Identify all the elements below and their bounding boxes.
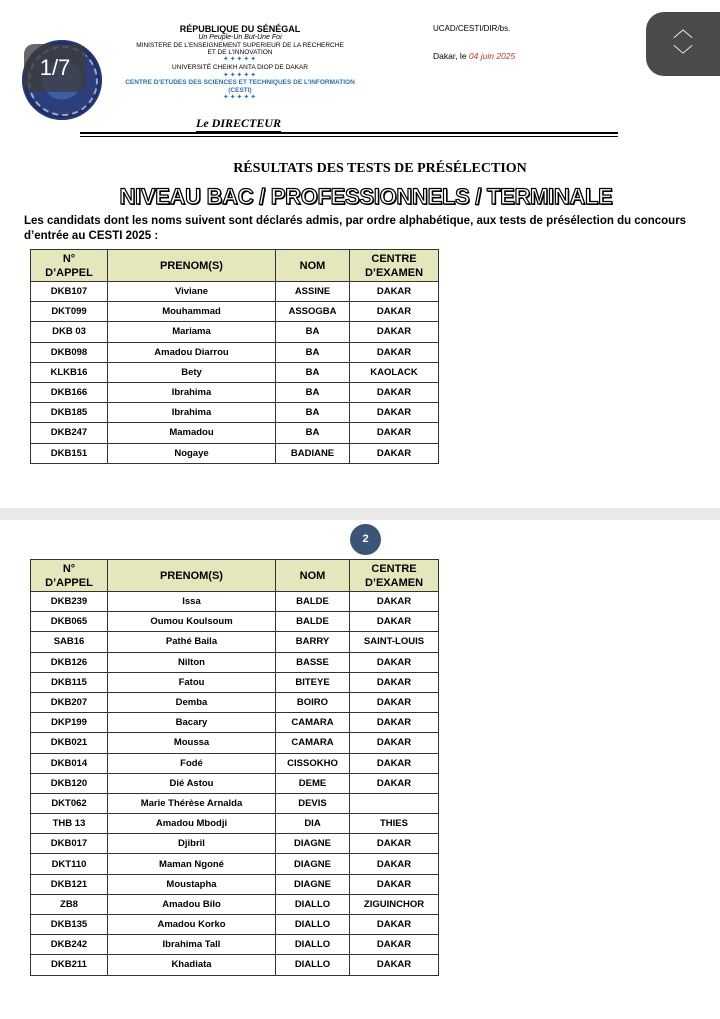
cell-prenom: Bety <box>108 362 276 382</box>
table-row <box>31 652 439 672</box>
cell-appel: DKP199 <box>31 713 108 733</box>
cell-appel: DKB014 <box>31 753 108 773</box>
cell-prenom: Fodé <box>108 753 276 773</box>
cell-centre: DAKAR <box>350 733 439 753</box>
col-header-centre: CENTRE D’EXAMEN <box>350 250 439 282</box>
cell-nom: CISSOKHO <box>276 753 350 773</box>
cell-appel: THB 13 <box>31 814 108 834</box>
intro-paragraph: Les candidats dont les noms suivent sont déclarés admis, par ordre alphabétique, aux tests de présélection du concours d’entrée au CESTI 2025 : <box>24 215 687 242</box>
university-name: UNIVERSITÉ CHEIKH ANTA DIOP DE DAKAR <box>172 64 308 72</box>
cell-nom: BALDE <box>276 612 350 632</box>
page-counter: 1/7 <box>24 44 86 92</box>
cell-prenom: Ibrahima Tall <box>108 935 276 955</box>
cell-centre: DAKAR <box>350 935 439 955</box>
cell-prenom: Oumou Koulsoum <box>108 612 276 632</box>
cell-centre: DAKAR <box>350 612 439 632</box>
cell-appel: DKT062 <box>31 793 108 813</box>
col-header-prenom: PRENOM(S) <box>108 560 276 592</box>
cell-nom: BA <box>276 403 350 423</box>
cell-appel: DKB151 <box>31 443 108 463</box>
cell-nom: CAMARA <box>276 733 350 753</box>
cell-nom: DIAGNE <box>276 854 350 874</box>
cell-nom: BA <box>276 382 350 402</box>
table-row <box>31 935 439 955</box>
cell-prenom: Marie Thérèse Arnalda <box>108 793 276 813</box>
cell-centre: DAKAR <box>350 652 439 672</box>
date-line <box>433 51 515 61</box>
chevron-up-icon[interactable]: ︿ <box>673 19 693 41</box>
cell-centre: DAKAR <box>350 753 439 773</box>
table-row <box>31 753 439 773</box>
cell-nom: ASSINE <box>276 282 350 302</box>
cell-centre: ZIGUINCHOR <box>350 894 439 914</box>
document-date: 04 juin 2025 <box>468 51 516 61</box>
cell-appel: DKB126 <box>31 652 108 672</box>
cell-centre: DAKAR <box>350 403 439 423</box>
cell-centre: DAKAR <box>350 874 439 894</box>
header-rule <box>80 132 618 134</box>
cell-nom: BA <box>276 423 350 443</box>
cell-centre: DAKAR <box>350 713 439 733</box>
cell-nom: DIA <box>276 814 350 834</box>
cell-centre: DAKAR <box>350 854 439 874</box>
cell-appel: DKB242 <box>31 935 108 955</box>
cell-centre: DAKAR <box>350 382 439 402</box>
centre-name: CENTRE D’ETUDES DES SCIENCES ET TECHNIQUES DE L’INFORMATION <box>125 79 355 87</box>
cell-centre: DAKAR <box>350 672 439 692</box>
cell-appel: DKT110 <box>31 854 108 874</box>
table-row <box>31 672 439 692</box>
cell-appel: KLKB16 <box>31 362 108 382</box>
cell-appel: DKB166 <box>31 382 108 402</box>
document-title: RÉSULTATS DES TESTS DE PRÉSÉLECTION <box>233 161 527 176</box>
results-table-page-2 <box>30 559 439 976</box>
cell-centre: DAKAR <box>350 773 439 793</box>
col-header-centre: CENTRE D’EXAMEN <box>350 560 439 592</box>
cell-prenom: Pathé Baila <box>108 632 276 652</box>
table-row <box>31 632 439 652</box>
table-row <box>31 282 439 302</box>
table-row <box>31 793 439 813</box>
ministry-line-2: ET DE L’INNOVATION <box>207 49 273 57</box>
cell-nom: DIALLO <box>276 955 350 975</box>
cell-nom: DEME <box>276 773 350 793</box>
table-row <box>31 423 439 443</box>
table-row <box>31 612 439 632</box>
cell-prenom: Mouhammad <box>108 302 276 322</box>
cell-nom: BITEYE <box>276 672 350 692</box>
cell-nom: BA <box>276 322 350 342</box>
cell-centre: THIES <box>350 814 439 834</box>
cell-prenom: Khadiata <box>108 955 276 975</box>
cell-prenom: Fatou <box>108 672 276 692</box>
cell-appel: DKB247 <box>31 423 108 443</box>
cell-prenom: Djibril <box>108 834 276 854</box>
cell-prenom: Issa <box>108 592 276 612</box>
document-subtitle: NIVEAU BAC / PROFESSIONNELS / TERMINALE <box>119 184 613 209</box>
cell-centre: DAKAR <box>350 955 439 975</box>
cell-appel: ZB8 <box>31 894 108 914</box>
cell-nom: DIALLO <box>276 894 350 914</box>
table-row <box>31 773 439 793</box>
cell-appel: DKB121 <box>31 874 108 894</box>
cell-centre: DAKAR <box>350 302 439 322</box>
table-row <box>31 955 439 975</box>
cell-nom: BADIANE <box>276 443 350 463</box>
cell-nom: DIALLO <box>276 935 350 955</box>
cell-centre: DAKAR <box>350 423 439 443</box>
table-row <box>31 592 439 612</box>
table-row <box>31 443 439 463</box>
cell-prenom: Viviane <box>108 282 276 302</box>
cell-appel: DKB017 <box>31 834 108 854</box>
table-row <box>31 915 439 935</box>
cell-centre: DAKAR <box>350 342 439 362</box>
table-row <box>31 733 439 753</box>
col-header-nom: NOM <box>276 250 350 282</box>
cell-centre <box>350 793 439 813</box>
letterhead <box>110 24 370 102</box>
col-header-appel: N° D’APPEL <box>31 560 108 592</box>
table-row <box>31 302 439 322</box>
cell-appel: DKB120 <box>31 773 108 793</box>
cell-prenom: Ibrahima <box>108 382 276 402</box>
cell-centre: DAKAR <box>350 692 439 712</box>
cell-prenom: Moussa <box>108 733 276 753</box>
cell-nom: CAMARA <box>276 713 350 733</box>
cell-prenom: Ibrahima <box>108 403 276 423</box>
table-row <box>31 362 439 382</box>
cell-centre: SAINT-LOUIS <box>350 632 439 652</box>
cell-centre: KAOLACK <box>350 362 439 382</box>
results-table-page-1 <box>30 249 439 464</box>
cell-appel: DKB065 <box>31 612 108 632</box>
cell-prenom: Dié Astou <box>108 773 276 793</box>
cell-centre: DAKAR <box>350 834 439 854</box>
national-motto: Un Peuple-Un But-Une Foi <box>198 34 282 42</box>
cell-prenom: Mariama <box>108 322 276 342</box>
page-nav-button[interactable] <box>646 12 720 76</box>
country-name: RÉPUBLIQUE DU SÉNÉGAL <box>179 24 301 34</box>
cell-centre: DAKAR <box>350 322 439 342</box>
table-row <box>31 814 439 834</box>
table-row <box>31 874 439 894</box>
document-reference: UCAD/CESTI/DIR/bs. <box>433 24 511 33</box>
cell-nom: DIALLO <box>276 915 350 935</box>
cell-appel: DKB098 <box>31 342 108 362</box>
cell-nom: BA <box>276 342 350 362</box>
table-header-row <box>31 250 439 282</box>
cell-prenom: Amadou Korko <box>108 915 276 935</box>
col-header-nom: NOM <box>276 560 350 592</box>
cell-prenom: Amadou Mbodji <box>108 814 276 834</box>
cell-nom: BASSE <box>276 652 350 672</box>
cell-nom: DEVIS <box>276 793 350 813</box>
cell-appel: DKB021 <box>31 733 108 753</box>
cell-prenom: Maman Ngoné <box>108 854 276 874</box>
cell-prenom: Amadou Diarrou <box>108 342 276 362</box>
col-header-appel: N° D’APPEL <box>31 250 108 282</box>
cell-prenom: Demba <box>108 692 276 712</box>
col-header-prenom: PRENOM(S) <box>108 250 276 282</box>
cell-centre: DAKAR <box>350 592 439 612</box>
centre-acronym: (CESTI) <box>228 86 252 94</box>
cell-appel: DKB115 <box>31 672 108 692</box>
separator-stars: ✦✦✦✦✦ <box>222 56 258 64</box>
cell-nom: ASSOGBA <box>276 302 350 322</box>
cell-appel: DKT099 <box>31 302 108 322</box>
cell-appel: DKB207 <box>31 692 108 712</box>
document-page-2 <box>0 520 720 1019</box>
cell-centre: DAKAR <box>350 915 439 935</box>
table-row <box>31 834 439 854</box>
cell-appel: DKB185 <box>31 403 108 423</box>
table-row <box>31 854 439 874</box>
date-prefix: Dakar, le <box>433 51 467 61</box>
page-number-badge: 2 <box>350 524 381 555</box>
cell-prenom: Nilton <box>108 652 276 672</box>
table-row <box>31 692 439 712</box>
cell-nom: BALDE <box>276 592 350 612</box>
cell-prenom: Nogaye <box>108 443 276 463</box>
table-row <box>31 382 439 402</box>
document-page-1 <box>0 0 720 508</box>
cell-prenom: Moustapha <box>108 874 276 894</box>
table-row <box>31 403 439 423</box>
header-rule <box>80 136 618 137</box>
cell-centre: DAKAR <box>350 282 439 302</box>
cell-nom: DIAGNE <box>276 834 350 854</box>
table-header-row <box>31 560 439 592</box>
separator-stars: ✦✦✦✦✦ <box>222 71 258 79</box>
cell-appel: DKB135 <box>31 915 108 935</box>
director-title: Le DIRECTEUR <box>196 116 282 130</box>
cell-prenom: Mamadou <box>108 423 276 443</box>
ministry-line-1: MINISTERE DE L’ENSEIGNEMENT SUPERIEUR DE LA RECHERCHE <box>136 41 344 49</box>
cell-prenom: Amadou Bilo <box>108 894 276 914</box>
cell-appel: SAB16 <box>31 632 108 652</box>
cell-nom: BA <box>276 362 350 382</box>
cell-appel: DKB 03 <box>31 322 108 342</box>
cell-appel: DKB107 <box>31 282 108 302</box>
cell-appel: DKB211 <box>31 955 108 975</box>
separator-stars: ✦✦✦✦✦ <box>222 93 258 101</box>
table-row <box>31 713 439 733</box>
cell-centre: DAKAR <box>350 443 439 463</box>
table-row <box>31 342 439 362</box>
cell-nom: DIAGNE <box>276 874 350 894</box>
chevron-down-icon[interactable]: ﹀ <box>673 45 693 67</box>
table-row <box>31 322 439 342</box>
cell-appel: DKB239 <box>31 592 108 612</box>
cell-prenom: Bacary <box>108 713 276 733</box>
cell-nom: BOIRO <box>276 692 350 712</box>
cell-nom: BARRY <box>276 632 350 652</box>
table-row <box>31 894 439 914</box>
